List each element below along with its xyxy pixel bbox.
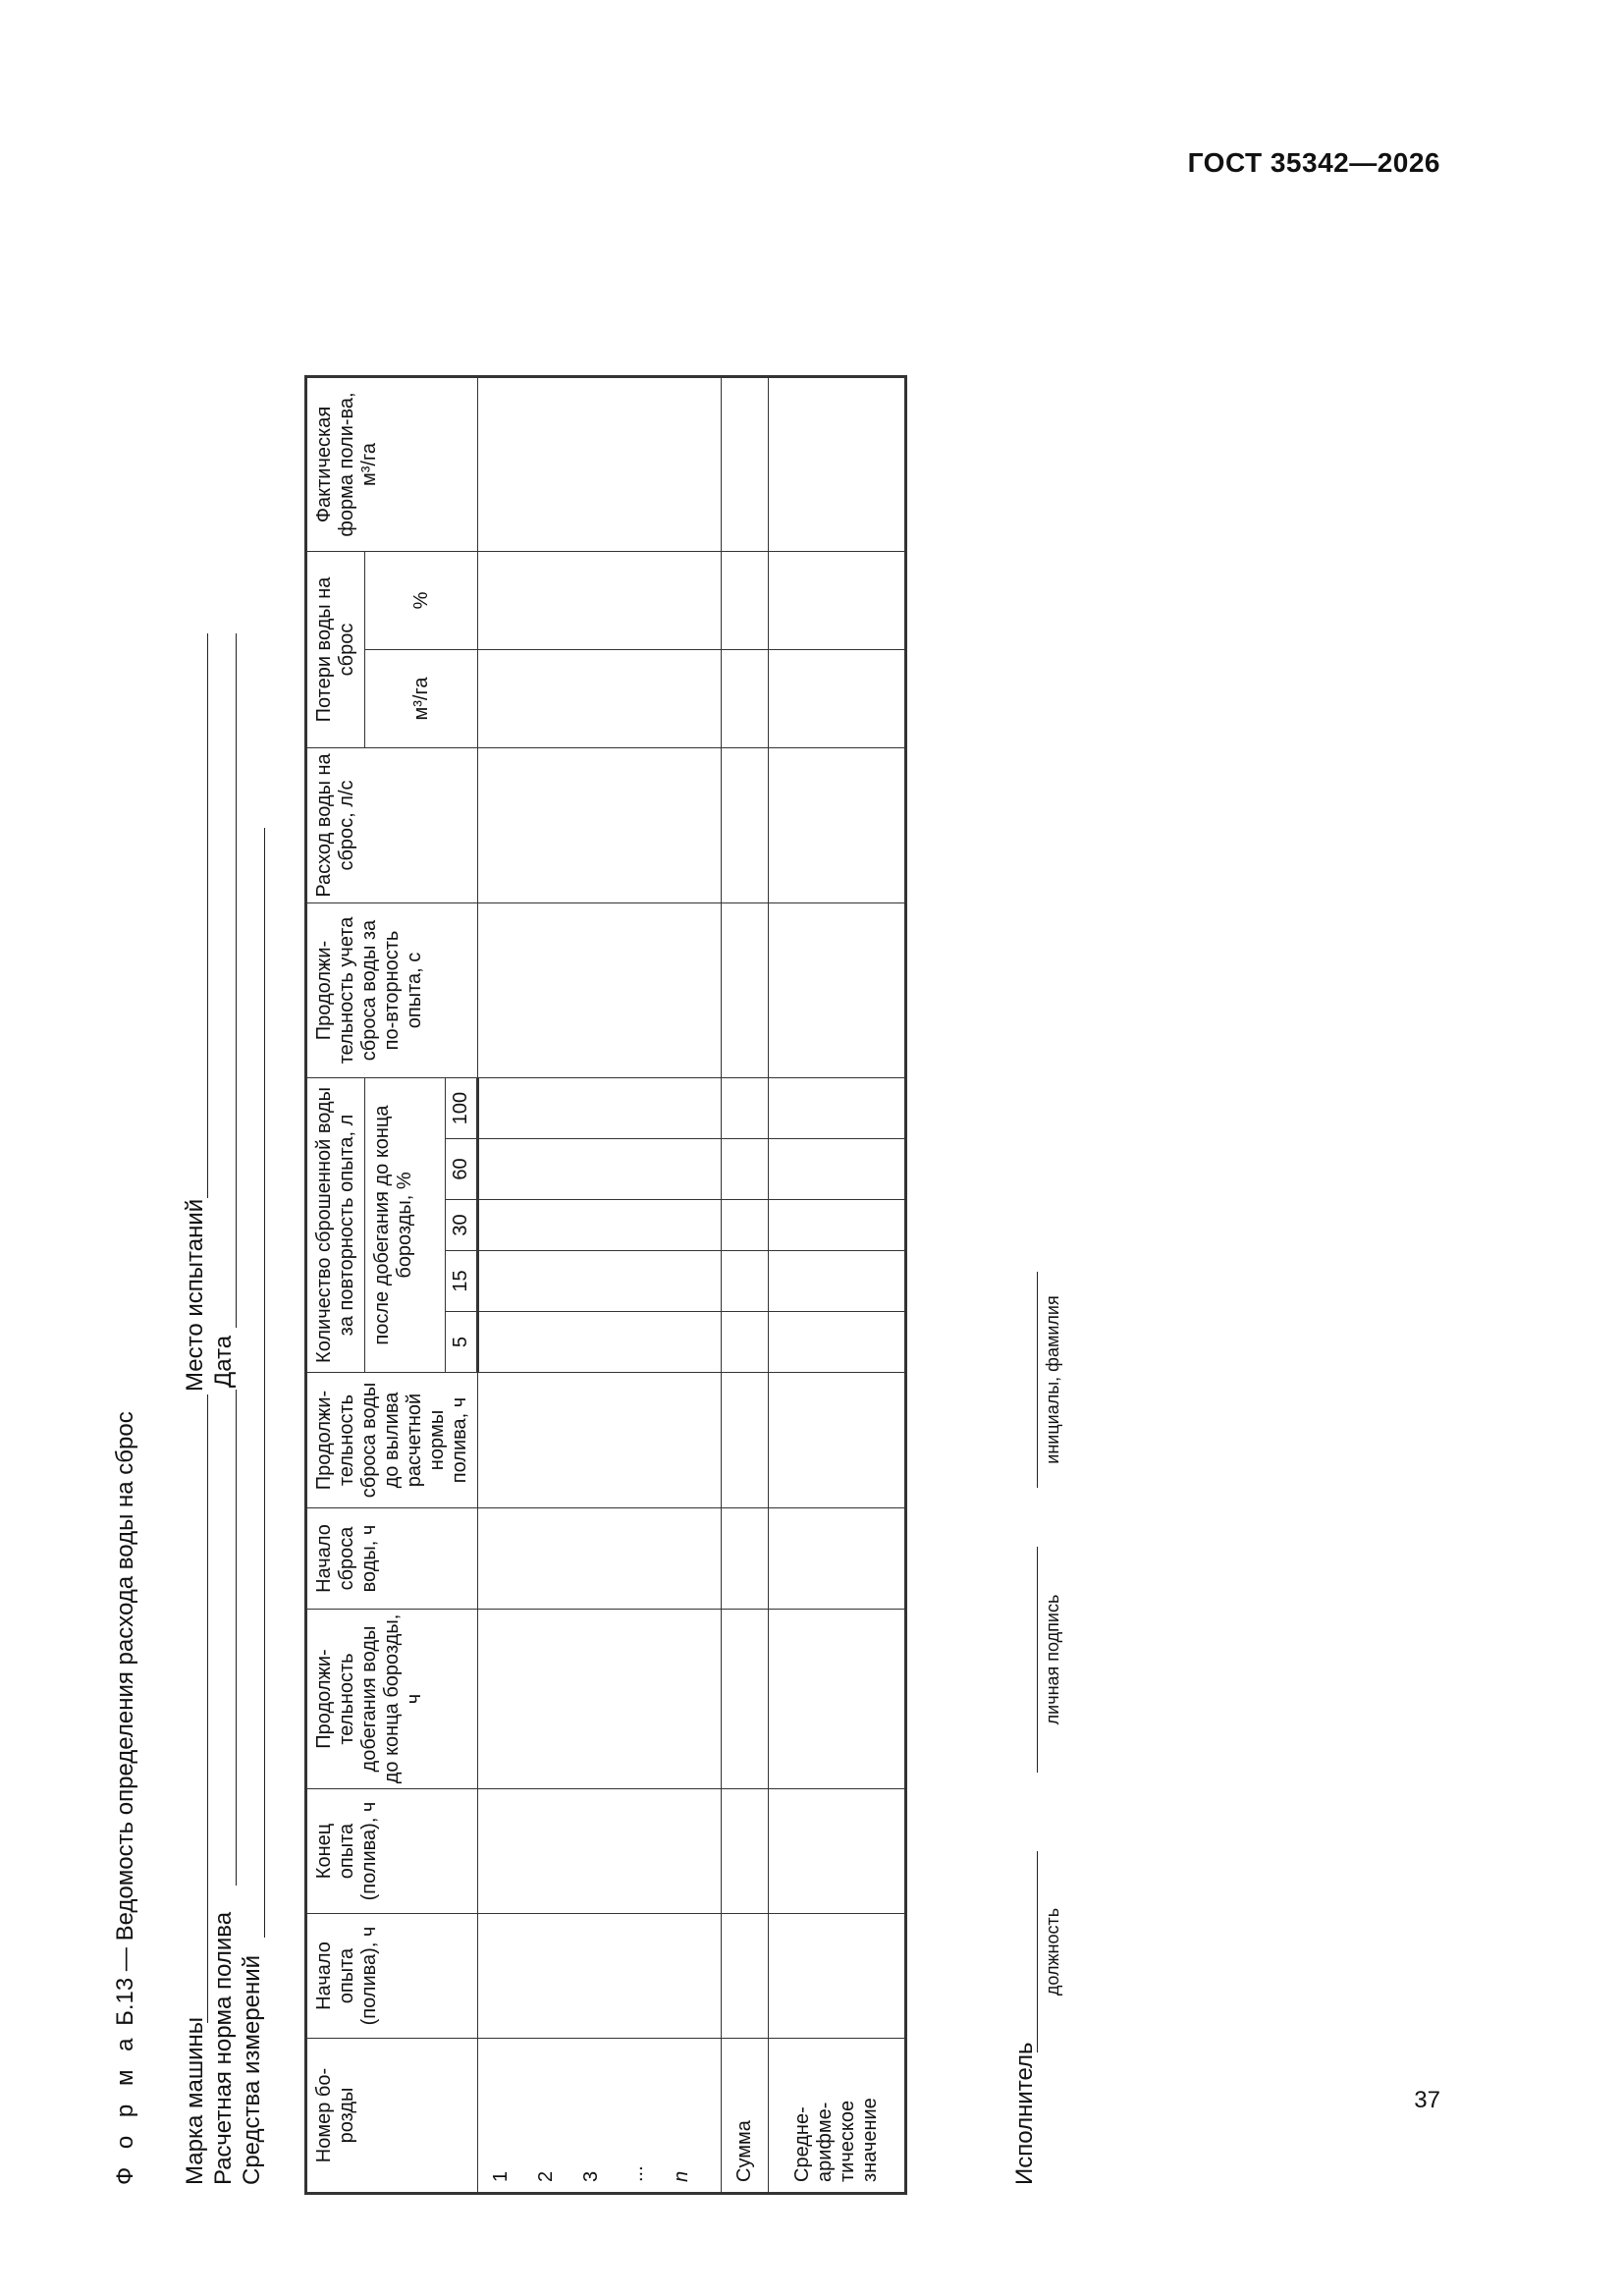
col-loss-m3: м³/га	[365, 650, 478, 748]
col-run-duration: Продолжи-тельность добегания воды до конца борозды, ч	[306, 1610, 478, 1789]
executor-label: Исполнитель	[1011, 2042, 1038, 2185]
test-place-label: Место испытаний	[182, 1198, 208, 1392]
page-number: 37	[1414, 2087, 1440, 2113]
design-norm-line	[236, 1390, 237, 1886]
table-row-sum	[722, 377, 769, 2194]
date-line	[236, 633, 237, 1328]
row-labels	[478, 2039, 704, 2192]
col-loss-pct: %	[365, 552, 478, 650]
col-discharge-start: Начало сброса воды, ч	[306, 1508, 478, 1610]
table-row-data	[478, 377, 722, 2194]
table-row-mean	[769, 377, 906, 2194]
col-pct-60: 60	[446, 1139, 478, 1200]
col-losses: Потери воды на сброс	[306, 552, 365, 748]
col-flow: Расход воды на сброс, л/с	[306, 748, 478, 903]
col-discharge-duration: Продолжи-тельность сброса воды до вылива расчетной нормы полива, ч	[306, 1373, 478, 1508]
name-line	[1037, 1272, 1038, 1488]
col-furrow-no: Номер бо-розды	[306, 2039, 478, 2194]
position-caption: должность	[1043, 1907, 1062, 1996]
rotated-form-sheet	[108, 349, 1090, 2195]
standard-code: ГОСТ 35342—2026	[1187, 147, 1440, 178]
position-line	[1037, 1851, 1038, 2052]
row-label: 2	[535, 2170, 557, 2182]
machine-brand-label: Марка машины	[182, 2016, 208, 2185]
form-caption	[112, 1411, 139, 2185]
machine-brand-line	[207, 1394, 208, 2023]
form-caption-title: Б.13 — Ведомость определения расхода воды на сброс	[112, 1411, 138, 2026]
discharge-table	[304, 375, 907, 2195]
instruments-line	[264, 828, 265, 1938]
col-pct-30: 30	[446, 1200, 478, 1251]
row-label: 1	[490, 2170, 512, 2182]
date-label: Дата	[210, 1335, 237, 1388]
col-pct-100: 100	[446, 1078, 478, 1139]
instruments-label: Средства измерений	[239, 1954, 265, 2185]
name-caption: инициалы, фамилия	[1043, 1295, 1062, 1464]
col-account-duration: Продолжи-тельность учета сброса воды за по-вторность опыта, с	[306, 903, 478, 1078]
signature-caption: личная подпись	[1043, 1594, 1062, 1725]
form-caption-prefix: Ф о р м а	[112, 2032, 138, 2185]
col-actual-norm: Фактическая форма поли-ва, м³/га	[306, 377, 478, 552]
col-after-run: после добегания до конца борозды, %	[365, 1078, 446, 1373]
signature-line	[1037, 1547, 1038, 1773]
row-labels-cell	[478, 2039, 722, 2194]
col-discharged-amount: Количество сброшенной воды за повторность опыта, л	[306, 1078, 365, 1373]
col-pct-5: 5	[446, 1312, 478, 1373]
row-label: ...	[625, 2165, 647, 2182]
col-pct-15: 15	[446, 1251, 478, 1312]
sum-label: Сумма	[722, 2039, 769, 2194]
col-start: Начало опыта (полива), ч	[306, 1914, 478, 2039]
row-label: 3	[580, 2170, 602, 2182]
test-place-line	[207, 633, 208, 1198]
design-norm-label: Расчетная норма полива	[210, 1911, 237, 2185]
col-end: Конец опыта (полива), ч	[306, 1789, 478, 1914]
row-label: n	[671, 2170, 692, 2182]
mean-label: Средне-арифме-тическое значение	[769, 2039, 906, 2194]
